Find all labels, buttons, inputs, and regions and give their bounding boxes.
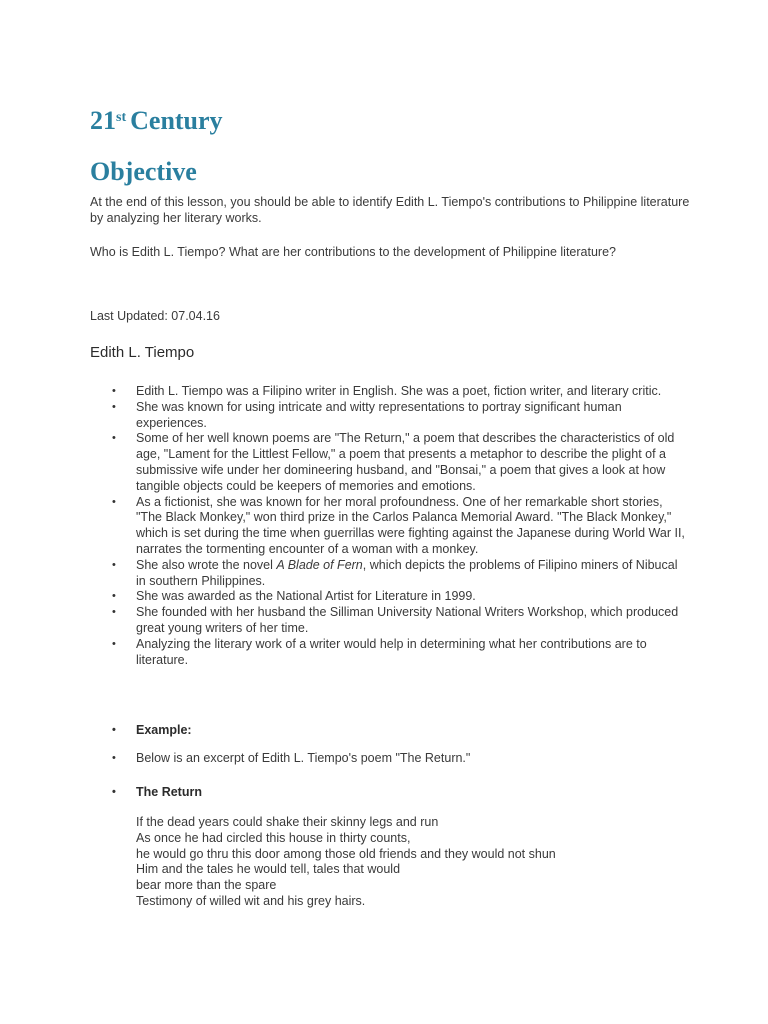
list-item: • Some of her well known poems are "The Return," a poem that describes the characteristics of old age, "Lament for the Littlest Fellow," a poem that presents a metaphor to describe the plight of a submissive wife under her domineering husband, and "Bonsai," a poem that gives a look at how tangible objects could be keepers of memories and emotions. (90, 431, 690, 494)
century-suffix: st (116, 110, 127, 125)
poem-line: bear more than the spare (136, 878, 277, 893)
novel-title: A Blade of Fern (276, 557, 363, 572)
section-title: Edith L. Tiempo (90, 344, 195, 361)
excerpt-list (90, 750, 690, 766)
poem-line: Testimony of willed wit and his grey hairs. (136, 893, 366, 908)
century-word: Century (130, 106, 223, 135)
list-item: • Edith L. Tiempo was a Filipino writer in English. She was a poet, fiction writer, and literary critic. (90, 384, 690, 400)
poem-line: he would go thru this door among those old friends and they would not shun (136, 846, 556, 861)
poem-title-list (90, 784, 690, 800)
poem-line: As once he had circled this house in thirty counts, (136, 830, 411, 845)
poem-excerpt (136, 815, 696, 910)
century-heading (90, 104, 223, 138)
list-item: • She was known for using intricate and witty representations to portray significant human experiences. (90, 400, 690, 432)
facts-list (90, 384, 690, 668)
novel-text-before: She also wrote the novel (136, 557, 277, 572)
guiding-questions: Who is Edith L. Tiempo? What are her contributions to the development of Philippine literature? (90, 245, 616, 259)
poem-line: Him and the tales he would tell, tales that would (136, 862, 401, 877)
objective-paragraph: At the end of this lesson, you should be able to identify Edith L. Tiempo's contributions to Philippine literature by analyzing her literary works. (90, 195, 690, 225)
list-item: • She was awarded as the National Artist for Literature in 1999. (90, 589, 690, 605)
example-list (90, 722, 690, 738)
objective-heading: Objective (90, 157, 197, 186)
excerpt-intro: • Below is an excerpt of Edith L. Tiempo's poem "The Return." (90, 750, 690, 766)
example-label: • Example: (90, 722, 690, 738)
last-updated: Last Updated: 07.04.16 (90, 309, 220, 323)
list-item (90, 558, 690, 590)
list-item: • She founded with her husband the Silliman University National Writers Workshop, which produced great young writers of her time. (90, 605, 690, 637)
poem-title: • The Return (90, 784, 690, 800)
list-item: • Analyzing the literary work of a writer would help in determining what her contributions are to literature. (90, 637, 690, 669)
poem-line: If the dead years could shake their skinny legs and run (136, 815, 439, 829)
list-item: • As a fictionist, she was known for her moral profoundness. One of her remarkable short stories, "The Black Monkey," won third prize in the Carlos Palanca Memorial Award. "The Black Monkey," which is set during the time when guerrillas were fighting against the Japanese during World War II, narrates the tormenting encounter of a woman with a monkey. (90, 495, 690, 558)
century-number: 21 (90, 106, 116, 135)
novel-text-after: , which depicts the problems of Filipino miners of Nibucal in southern Philippines. (136, 557, 678, 588)
